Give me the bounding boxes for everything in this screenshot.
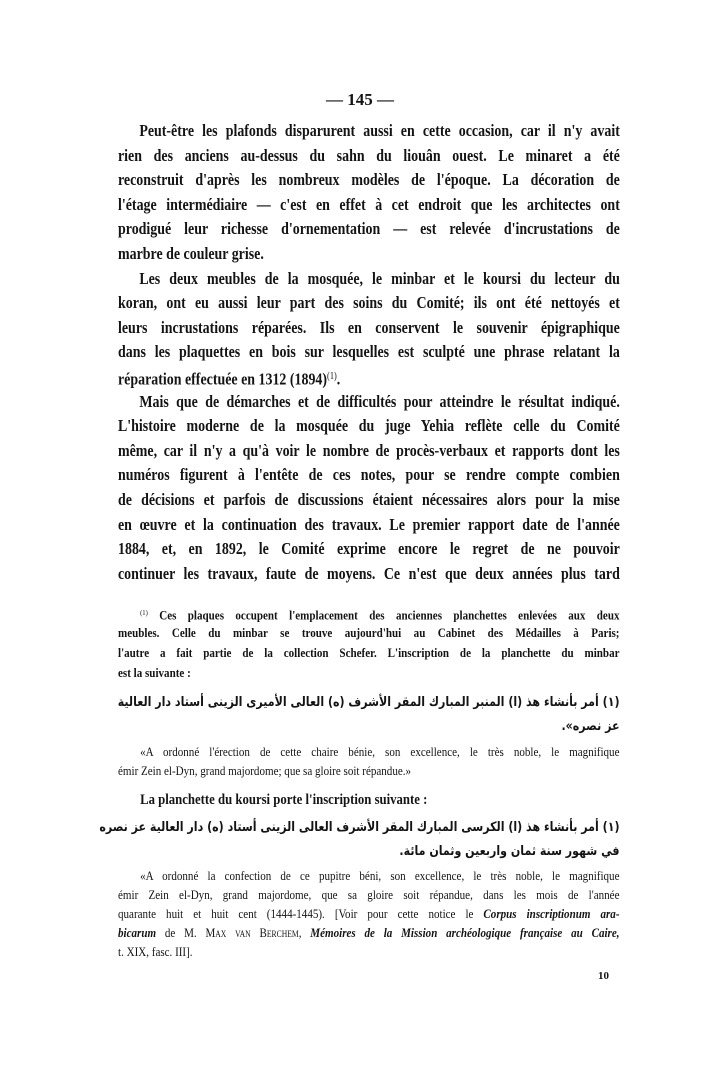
body-line: numéros figurent à l'entête de ces notes, pour se rendre compte combien: [118, 465, 620, 485]
ar1-line: (١) أمر بأنشاء هذ (ا) المنبر المبارك المقر الأشرف (ه) العالى الأميرى الزينى أستاد دار العالية: [117, 695, 620, 710]
italic-text: Corpus inscriptionum ara-: [483, 906, 620, 921]
text-segment: quarante huit et huit cent (1444-1445). [Voir pour cette notice le: [118, 906, 484, 921]
ar2-line: (١) أمر بأنشاء هذ (ا) الكرسى المبارك المقر الأشرف العالى الزينى أستاد (ه) دار العالية عز نصره: [99, 820, 620, 835]
text-segment: .: [336, 369, 341, 389]
footnote-marker: (1): [327, 371, 337, 382]
q2-line: émir Zein el-Dyn, grand majordome, que sa gloire soit répandue, dans les mois de l'année: [118, 887, 620, 902]
author-name: Max van Berchem: [205, 925, 299, 940]
body-line: en œuvre et la continuation des travaux. Le premier rapport date de l'année: [118, 514, 620, 534]
body-line: Mais que de démarches et de difficultés pour atteindre le résultat indiqué.: [139, 391, 620, 411]
body-line: leurs incrustations réparées. Ils en conservent le souvenir épigraphique: [118, 317, 620, 337]
ar2-line: في شهور سنة ثمان واربعين وثمان مائة.: [399, 844, 620, 859]
q1-line: émir Zein el-Dyn, grand majordome; que sa gloire soit répandue.»: [118, 763, 412, 778]
q2-line: [118, 906, 620, 922]
fn1-line: meubles. Celle du minbar se trouve aujourd'hui au Cabinet des Médailles à Paris;: [118, 625, 620, 640]
page-number: — 145 —: [326, 90, 394, 109]
q1-line: «A ordonné l'érection de cette chaire bénie, son excellence, le très noble, le magnifique: [140, 744, 620, 759]
text-segment: réparation effectuée en 1312 (1894): [118, 369, 328, 389]
fn1-line: [118, 605, 620, 623]
fn1-line: l'autre a fait partie de la collection Schefer. L'inscription de la planchette du minbar: [118, 645, 620, 660]
body-line: marbre de couleur grise.: [118, 244, 264, 263]
body-line: prodigué leur richesse d'ornementation — est relevée d'incrustations de: [118, 219, 620, 239]
body-line: dans les plaquettes en bois sur lesquelles est sculpté une phrase relatant la: [118, 342, 620, 362]
body-line: rien des anciens au-dessus du sahn du liouân ouest. Le minaret a été: [118, 145, 620, 165]
q2-line: [118, 925, 620, 941]
q2-line: t. XIX, fasc. III].: [118, 944, 193, 959]
q2-line: «A ordonné la confection de ce pupitre béni, son excellence, le très noble, le magnifique: [140, 868, 620, 883]
fn1-line: est la suivante :: [118, 665, 191, 680]
text-segment: Ces plaques occupent l'emplacement des anciennes planchettes enlevées aux deux: [147, 607, 620, 623]
body-line: de décisions et parfois de discussions étaient nécessaires alors pour la mise: [118, 490, 620, 509]
body-line: reconstruit d'après les nombreux modèles de l'époque. La décoration de: [118, 170, 620, 190]
body-line: [118, 367, 620, 390]
italic-text: Mémoires de la Mission archéologique française au Caire,: [310, 925, 620, 940]
body-line: koran, ont eu aussi leur part des soins du Comité; ils ont été nettoyés et: [118, 293, 620, 313]
body-line: l'étage intermédiaire — c'est en effet à cet endroit que les architectes ont: [118, 194, 620, 214]
signature-mark: 10: [598, 970, 609, 982]
text-segment: ,: [298, 925, 311, 940]
body-line: continuer les travaux, faute de moyens. Ce n'est que deux années plus tard: [118, 563, 620, 583]
text-segment: de M.: [156, 925, 206, 940]
footnote-marker: (1): [140, 608, 148, 617]
p2-line: La planchette du koursi porte l'inscription suivante :: [140, 792, 428, 808]
body-line: Peut-être les plafonds disparurent aussi en cette occasion, car il n'y avait: [139, 121, 620, 140]
body-line: Les deux meubles de la mosquée, le minbar et le koursi du lecteur du: [139, 268, 620, 288]
body-line: même, car il n'y a qu'à voir le nombre de procès-verbaux et rapports dont les: [118, 440, 620, 460]
body-line: L'histoire moderne de la mosquée du juge Yehia reflète celle du Comité: [118, 416, 620, 436]
italic-text: bicarum: [118, 925, 157, 940]
body-line: 1884, et, en 1892, le Comité exprime encore le regret de ne pouvoir: [118, 539, 620, 559]
ar1-line: عز نصره».: [561, 719, 620, 734]
